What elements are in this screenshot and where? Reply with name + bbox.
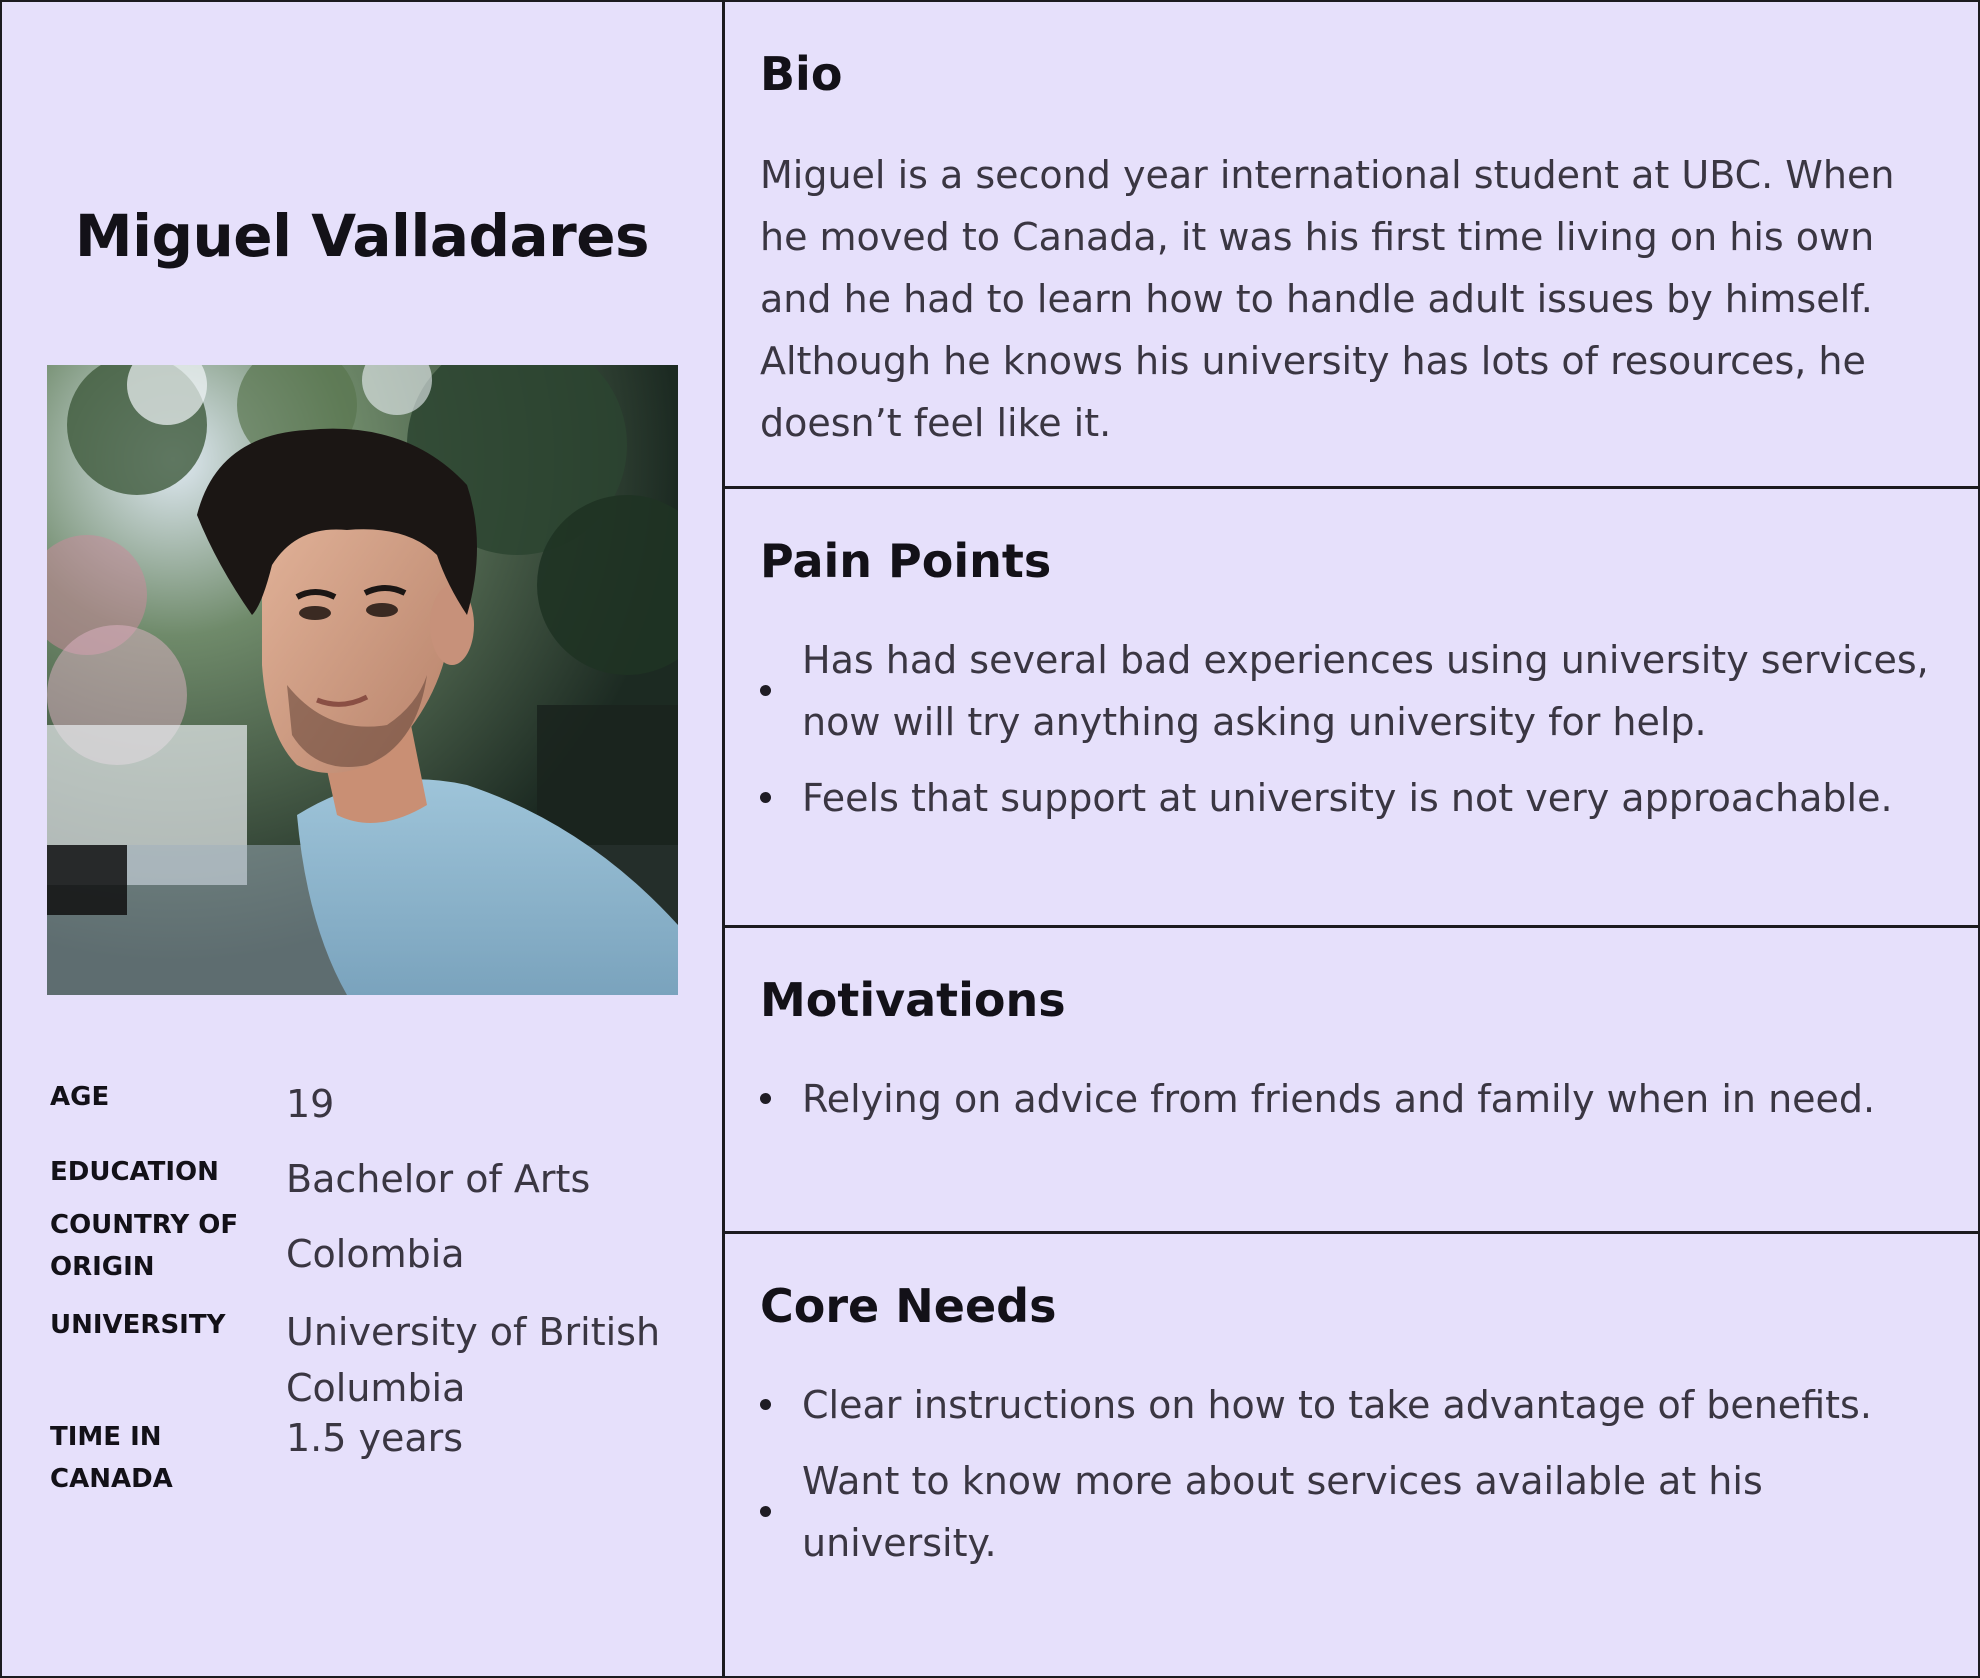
persona-photo	[47, 365, 678, 995]
detail-value: 1.5 years	[286, 1416, 464, 1460]
bullet-dot-icon	[760, 685, 771, 696]
list-item-text: Feels that support at university is not very approachable.	[802, 776, 1893, 820]
core-needs-section	[725, 1234, 1978, 1676]
persona-profile-panel	[2, 2, 725, 1676]
list-item	[760, 1068, 1950, 1130]
bullet-dot-icon	[760, 1506, 771, 1517]
detail-label: COUNTRY OF ORIGIN	[50, 1210, 239, 1282]
detail-value: Bachelor of Arts	[286, 1157, 591, 1201]
core-needs-heading: Core Needs	[760, 1279, 1057, 1333]
motivations-section	[725, 928, 1978, 1231]
pain-points-list	[760, 629, 1950, 843]
detail-value: 19	[286, 1082, 335, 1126]
list-item-text: Want to know more about services available at his university.	[802, 1459, 1763, 1565]
detail-value: University of British Columbia	[286, 1310, 661, 1410]
bullet-dot-icon	[760, 1093, 771, 1104]
list-item	[760, 767, 1950, 829]
list-item-text: Relying on advice from friends and family when in need.	[802, 1077, 1876, 1121]
detail-label: UNIVERSITY	[50, 1310, 226, 1340]
list-item-text: Has had several bad experiences using university services, now will try anything asking university for help.	[802, 638, 1929, 744]
detail-label: EDUCATION	[50, 1157, 219, 1187]
list-item	[760, 629, 1950, 753]
detail-label: TIME IN CANADA	[50, 1422, 173, 1494]
persona-name: Miguel Valladares	[74, 202, 650, 270]
list-item	[760, 1450, 1950, 1574]
core-needs-list	[760, 1374, 1950, 1588]
bullet-dot-icon	[760, 1399, 771, 1410]
bio-section	[725, 2, 1978, 486]
list-item-text: Clear instructions on how to take advantage of benefits.	[802, 1383, 1872, 1427]
list-item	[760, 1374, 1950, 1436]
pain-points-section	[725, 489, 1978, 925]
motivations-heading: Motivations	[760, 973, 1066, 1027]
bio-text: Miguel is a second year international student at UBC. When he moved to Canada, it was his first time living on his own and he had to learn how to handle adult issues by himself. Although he knows his university has lots of resources, he doesn’t feel like it.	[760, 153, 1895, 445]
detail-label: AGE	[50, 1082, 110, 1112]
pain-points-heading: Pain Points	[760, 534, 1052, 588]
bio-heading: Bio	[760, 47, 843, 101]
detail-value: Colombia	[286, 1232, 465, 1276]
motivations-list	[760, 1068, 1950, 1144]
bullet-dot-icon	[760, 792, 771, 803]
